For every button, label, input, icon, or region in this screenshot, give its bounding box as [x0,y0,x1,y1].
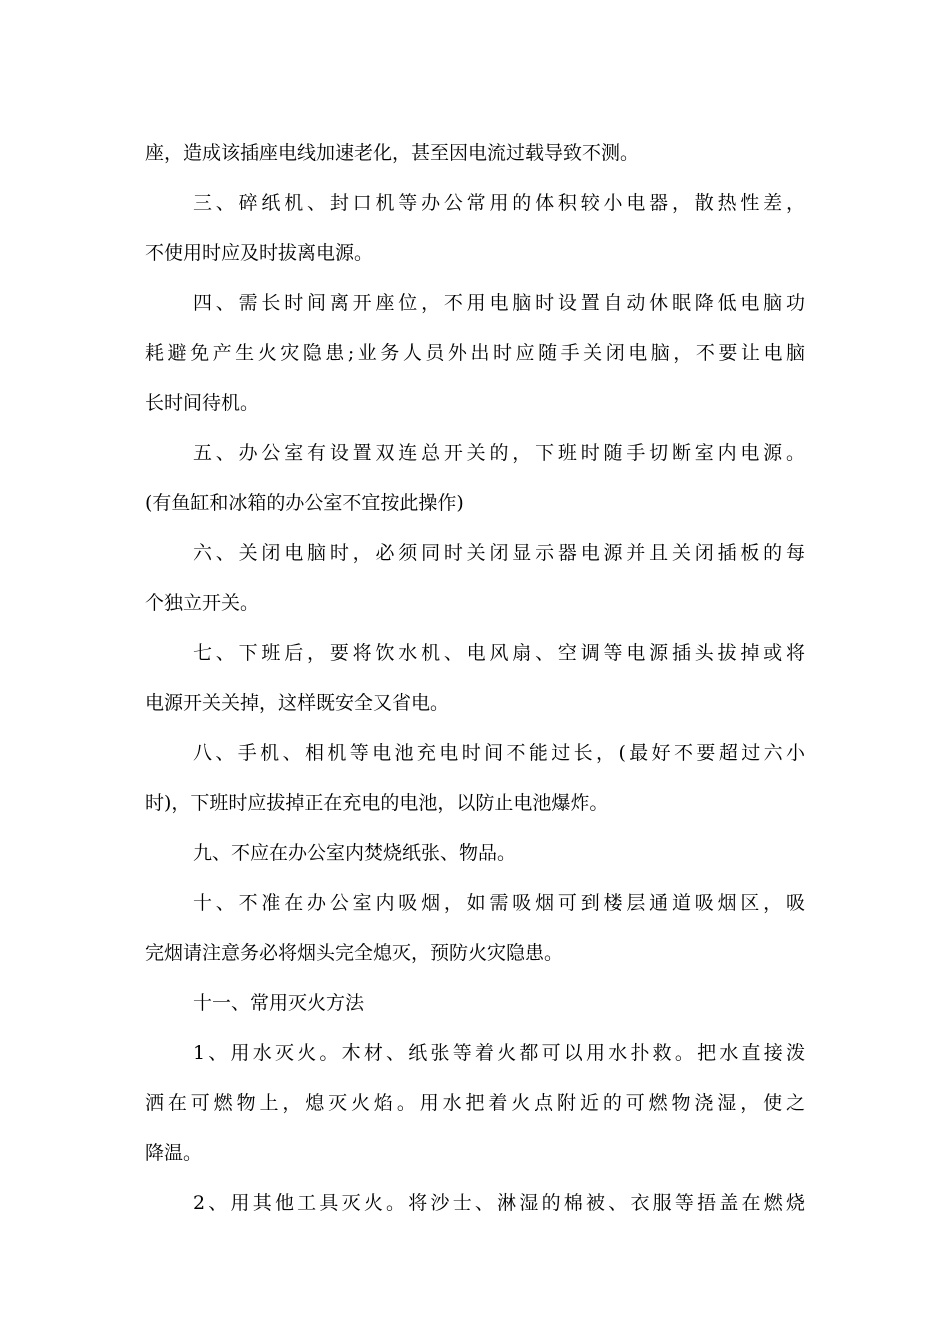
text-line: 七、下班后，要将饮水机、电风扇、空调等电源插头拔掉或将 [193,642,805,664]
text-line: 五、办公室有设置双连总开关的，下班时随手切断室内电源。 [193,442,805,464]
text-line: 三、碎纸机、封口机等办公常用的体积较小电器，散热性差， [193,192,805,214]
document-body [145,128,805,1228]
text-line: 十、不准在办公室内吸烟，如需吸烟可到楼层通道吸烟区，吸 [193,892,805,914]
text-line: 电源开关关掉，这样既安全又省电。 [145,692,450,714]
text-line: 八、手机、相机等电池充电时间不能过长，(最好不要超过六小 [193,742,805,764]
text-line: 个独立开关。 [145,592,260,614]
text-line: 十一、常用灭火方法 [193,992,365,1014]
text-line: (有鱼缸和冰箱的办公室不宜按此操作) [145,492,464,514]
text-line: 洒在可燃物上，熄灭火焰。用水把着火点附近的可燃物浇湿，使之 [145,1092,805,1114]
text-line: 长时间待机。 [145,392,260,414]
text-line: 耗避免产生火灾隐患;业务人员外出时应随手关闭电脑，不要让电脑 [145,342,805,364]
text-line: 2、用其他工具灭火。将沙士、淋湿的棉被、衣服等捂盖在燃烧 [193,1192,805,1214]
text-line: 六、关闭电脑时，必须同时关闭显示器电源并且关闭插板的每 [193,542,805,564]
text-line: 降温。 [145,1142,203,1164]
text-line: 不使用时应及时拔离电源。 [145,242,374,264]
text-line: 时)，下班时应拔掉正在充电的电池，以防止电池爆炸。 [145,792,609,814]
text-line: 完烟请注意务必将烟头完全熄灭，预防火灾隐患。 [145,942,564,964]
text-line: 九、不应在办公室内焚烧纸张、物品。 [193,842,517,864]
text-line: 四、需长时间离开座位，不用电脑时设置自动休眠降低电脑功 [193,292,805,314]
text-line: 座，造成该插座电线加速老化，甚至因电流过载导致不测。 [145,142,640,164]
text-line: 1、用水灭火。木材、纸张等着火都可以用水扑救。把水直接泼 [193,1042,805,1064]
